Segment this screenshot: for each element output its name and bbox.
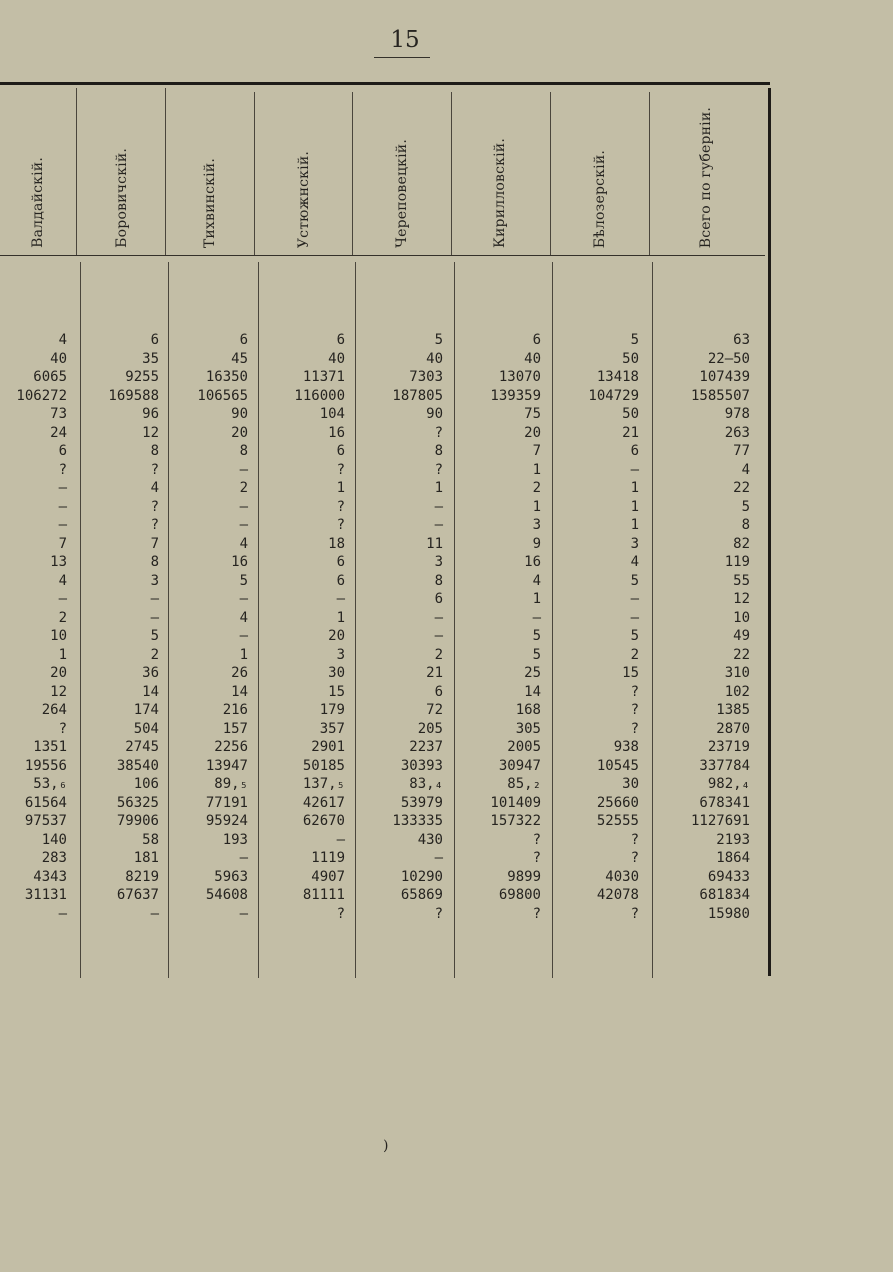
header-separator (76, 88, 77, 255)
table-cell: 1585507 (690, 387, 750, 404)
table-cell: 90 (231, 406, 248, 422)
table-cell: 5 (630, 572, 639, 589)
table-cell: — (434, 609, 443, 626)
table-cell: 50 (622, 350, 639, 367)
table-cell: 12 (50, 683, 67, 700)
table-top-rule (0, 82, 770, 85)
table-cell: 4 (58, 572, 67, 589)
table-cell: 14 (142, 683, 159, 700)
table-cell: 65869 (400, 887, 443, 903)
table-cell: 982,₄ (707, 776, 750, 792)
table-cell: 263 (724, 424, 750, 441)
table-cell: 179 (319, 702, 345, 718)
table-cell: — (630, 609, 639, 626)
table-cell: — (336, 831, 345, 848)
table-cell: 106272 (16, 387, 67, 404)
table-cell: — (58, 517, 67, 533)
table-cell: 4343 (33, 868, 67, 885)
table-cell: 140 (41, 831, 67, 848)
table-cell: 97537 (24, 813, 67, 829)
table-cell: — (434, 517, 443, 533)
table-cell: 133335 (392, 813, 443, 829)
table-cell: — (434, 628, 443, 644)
table-cell: 2 (434, 646, 443, 663)
table-cell: 137,₅ (302, 776, 345, 792)
header-separator (451, 92, 452, 255)
table-cell: 8 (150, 443, 159, 459)
table-cell: 13 (50, 554, 67, 570)
table-cell: ? (630, 720, 639, 737)
table-cell: 3 (150, 572, 159, 589)
table-cell: 35 (142, 350, 159, 367)
table-cell: 30 (622, 776, 639, 792)
table-cell: 1351 (33, 739, 67, 755)
stray-mark: ) (383, 1138, 389, 1154)
table-cell: 7303 (409, 369, 443, 385)
table-cell: 3 (630, 535, 639, 552)
table-cell: — (150, 609, 159, 626)
table-cell: 181 (133, 850, 159, 866)
table-cell: 16 (231, 554, 248, 570)
table-cell: 67637 (116, 887, 159, 903)
table-cell: 5 (630, 628, 639, 644)
table-cell: 5 (532, 646, 541, 663)
table-cell: 10290 (400, 868, 443, 885)
table-cell: 56325 (116, 794, 159, 811)
table-cell: 5 (239, 572, 248, 589)
table-cell: 1 (532, 461, 541, 478)
table-cell: 102 (724, 683, 750, 700)
table-cell: 5 (741, 498, 750, 515)
column-header: Кирилловскій. (492, 137, 508, 248)
table-cell: 6 (532, 332, 541, 348)
table-cell: 5 (150, 628, 159, 644)
table-cell: — (434, 850, 443, 866)
table-cell: 3 (434, 554, 443, 570)
header-separator (254, 92, 255, 255)
table-cell: 8 (434, 572, 443, 589)
table-cell: 42617 (302, 794, 345, 811)
table-cell: 2 (630, 646, 639, 663)
table-cell: 205 (417, 720, 443, 737)
table-cell: 5963 (214, 868, 248, 885)
table-cell: ? (434, 905, 443, 922)
column-header: Череповецкій. (394, 139, 410, 248)
table-cell: 305 (515, 720, 541, 737)
header-separator (649, 92, 650, 255)
table-cell: 40 (50, 350, 67, 367)
header-separator (165, 88, 166, 255)
table-cell: 8 (741, 517, 750, 533)
table-cell: ? (630, 850, 639, 866)
table-cell: 54608 (205, 887, 248, 903)
table-cell: 45 (231, 350, 248, 367)
table-cell: 139359 (490, 387, 541, 404)
table-cell: 11371 (302, 369, 345, 385)
table-cell: — (532, 609, 541, 626)
table-cell: 14 (231, 683, 248, 700)
table-cell: 2 (58, 609, 67, 626)
table-cell: 8219 (125, 868, 159, 885)
table-cell: 6 (434, 683, 443, 700)
table-cell: 89,₅ (214, 776, 248, 792)
table-cell: 193 (222, 831, 248, 848)
table-cell: ? (336, 498, 345, 515)
table-cell: 106565 (197, 387, 248, 404)
table-cell: — (239, 850, 248, 866)
table-cell: — (150, 591, 159, 607)
table-cell: 938 (613, 739, 639, 755)
table-cell: 1 (434, 480, 443, 496)
table-cell: 1 (630, 498, 639, 515)
table-cell: 101409 (490, 794, 541, 811)
table-cell: 6 (336, 443, 345, 459)
table-cell: 678341 (699, 794, 750, 811)
table-cell: 337784 (699, 757, 750, 774)
table-cell: 1 (532, 498, 541, 515)
table-cell: 1 (630, 480, 639, 496)
table-cell: 6 (434, 591, 443, 607)
table-cell: 2237 (409, 739, 443, 755)
table-cell: 50 (622, 406, 639, 422)
table-cell: 72 (426, 702, 443, 718)
table-cell: 19556 (24, 757, 67, 774)
table-cell: ? (630, 702, 639, 718)
table-cell: 95924 (205, 813, 248, 829)
table-cell: 504 (133, 720, 159, 737)
table-cell: 1 (336, 480, 345, 496)
table-cell: 13418 (596, 369, 639, 385)
table-cell: 53,₆ (33, 776, 67, 792)
table-cell: 6 (336, 572, 345, 589)
table-cell: ? (532, 905, 541, 922)
column-header: Всего по губерніи. (698, 106, 714, 248)
table-cell: 681834 (699, 887, 750, 903)
table-cell: 12 (142, 424, 159, 441)
table-cell: 2256 (214, 739, 248, 755)
table-cell: 8 (150, 554, 159, 570)
table-cell: ? (58, 720, 67, 737)
table-cell: 69433 (707, 868, 750, 885)
table-cell: 22—50 (707, 350, 750, 367)
table-cell: 36 (142, 665, 159, 681)
table-cell: 13947 (205, 757, 248, 774)
table-cell: 40 (426, 350, 443, 367)
table-cell: 8 (239, 443, 248, 459)
table-cell: ? (532, 831, 541, 848)
header-separator (352, 92, 353, 255)
table-cell: 106 (133, 776, 159, 792)
table-right-border (768, 88, 771, 976)
table-cell: 3 (336, 646, 345, 663)
table-cell: 6 (630, 443, 639, 459)
table-cell: 73 (50, 406, 67, 422)
table-cell: ? (630, 831, 639, 848)
table-cell: 21 (426, 665, 443, 681)
table-cell: 2 (239, 480, 248, 496)
table-cell: 30 (328, 665, 345, 681)
table-cell: 18 (328, 535, 345, 552)
table-cell: 9255 (125, 369, 159, 385)
table-cell: 5 (630, 332, 639, 348)
column-separator (258, 262, 259, 978)
table-cell: — (239, 905, 248, 922)
table-cell: 77191 (205, 794, 248, 811)
table-cell: — (58, 905, 67, 922)
table-cell: 85,₂ (507, 776, 541, 792)
table-cell: 169588 (108, 387, 159, 404)
table-cell: ? (630, 905, 639, 922)
column-separator (652, 262, 653, 978)
table-cell: 53979 (400, 794, 443, 811)
table-cell: — (630, 461, 639, 478)
table-cell: 7 (532, 443, 541, 459)
table-cell: 77 (733, 443, 750, 459)
table-cell: 5 (532, 628, 541, 644)
column-header: Тихвинскій. (202, 157, 218, 248)
table-cell: 1119 (311, 850, 345, 866)
table-cell: 16 (328, 424, 345, 441)
table-cell: 168 (515, 702, 541, 718)
table-cell: 6 (336, 554, 345, 570)
table-cell: 20 (328, 628, 345, 644)
table-cell: 6 (239, 332, 248, 348)
table-cell: 15980 (707, 905, 750, 922)
table-cell: — (58, 591, 67, 607)
table-cell: — (239, 628, 248, 644)
table-cell: 40 (524, 350, 541, 367)
table-cell: 119 (724, 554, 750, 570)
table-cell: 2870 (716, 720, 750, 737)
table-cell: 96 (142, 406, 159, 422)
table-cell: 9899 (507, 868, 541, 885)
table-cell: 11 (426, 535, 443, 552)
table-cell: ? (336, 461, 345, 478)
table-cell: 25660 (596, 794, 639, 811)
table-cell: 50185 (302, 757, 345, 774)
table-cell: 1 (239, 646, 248, 663)
table-cell: 13070 (498, 369, 541, 385)
table-cell: 2 (532, 480, 541, 496)
table-cell: 104 (319, 406, 345, 422)
table-cell: — (630, 591, 639, 607)
table-cell: 61564 (24, 794, 67, 811)
table-cell: ? (630, 683, 639, 700)
table-cell: 157 (222, 720, 248, 737)
table-cell: — (58, 498, 67, 515)
column-header: Боровичскій. (114, 148, 130, 248)
column-header: Бѣлозерскій. (592, 149, 608, 248)
table-cell: — (239, 517, 248, 533)
table-cell: 264 (41, 702, 67, 718)
table-cell: 3 (532, 517, 541, 533)
column-separator (168, 262, 169, 978)
table-cell: 6 (58, 443, 67, 459)
table-cell: 430 (417, 831, 443, 848)
table-cell: 90 (426, 406, 443, 422)
table-cell: 82 (733, 535, 750, 552)
table-cell: 15 (328, 683, 345, 700)
table-cell: 23719 (707, 739, 750, 755)
table-cell: 25 (524, 665, 541, 681)
table-cell: 40 (328, 350, 345, 367)
table-cell: 978 (724, 406, 750, 422)
header-separator (550, 92, 551, 255)
table-cell: 52555 (596, 813, 639, 829)
table-cell: 10 (733, 609, 750, 626)
table-cell: — (239, 591, 248, 607)
table-cell: 4 (239, 609, 248, 626)
table-cell: 16350 (205, 369, 248, 385)
table-cell: 21 (622, 424, 639, 441)
table-cell: ? (336, 905, 345, 922)
table-cell: 7 (150, 535, 159, 552)
table-cell: 55 (733, 572, 750, 589)
table-cell: 4 (532, 572, 541, 589)
column-header: Валдайскій. (30, 157, 46, 248)
table-cell: 104729 (588, 387, 639, 404)
table-cell: 6065 (33, 369, 67, 385)
table-cell: 310 (724, 665, 750, 681)
table-cell: 38540 (116, 757, 159, 774)
table-cell: — (434, 498, 443, 515)
table-cell: — (336, 591, 345, 607)
table-cell: 2901 (311, 739, 345, 755)
table-cell: 31131 (24, 887, 67, 903)
table-cell: 20 (231, 424, 248, 441)
table-cell: 30947 (498, 757, 541, 774)
table-cell: 15 (622, 665, 639, 681)
table-cell: 20 (50, 665, 67, 681)
table-cell: 4 (741, 461, 750, 478)
table-cell: 157322 (490, 813, 541, 829)
column-header: Устюжнскій. (296, 150, 312, 248)
table-cell: 2745 (125, 739, 159, 755)
table-cell: 69800 (498, 887, 541, 903)
table-cell: ? (58, 461, 67, 478)
table-cell: 2 (150, 646, 159, 663)
table-cell: 2005 (507, 739, 541, 755)
table-cell: 30393 (400, 757, 443, 774)
column-separator (80, 262, 81, 978)
table-cell: ? (150, 461, 159, 478)
table-cell: 75 (524, 406, 541, 422)
table-cell: 4030 (605, 868, 639, 885)
table-cell: 2193 (716, 831, 750, 848)
table-cell: 42078 (596, 887, 639, 903)
table-cell: — (239, 498, 248, 515)
table-cell: 1385 (716, 702, 750, 718)
table-cell: 116000 (294, 387, 345, 404)
table-cell: 79906 (116, 813, 159, 829)
table-cell: 4907 (311, 868, 345, 885)
table-cell: 49 (733, 628, 750, 644)
table-cell: 216 (222, 702, 248, 718)
table-cell: 8 (434, 443, 443, 459)
table-cell: 63 (733, 332, 750, 348)
table-cell: 1 (58, 646, 67, 663)
table-cell: 81111 (302, 887, 345, 903)
table-cell: 62670 (302, 813, 345, 829)
table-cell: 22 (733, 646, 750, 663)
table-cell: 10 (50, 628, 67, 644)
table-cell: 24 (50, 424, 67, 441)
table-cell: 6 (150, 332, 159, 348)
table-cell: 4 (58, 332, 67, 348)
table-cell: — (58, 480, 67, 496)
table-cell: ? (150, 498, 159, 515)
table-cell: 1 (630, 517, 639, 533)
table-cell: 1127691 (690, 813, 750, 829)
table-cell: 1 (532, 591, 541, 607)
table-cell: ? (434, 424, 443, 441)
table-cell: ? (434, 461, 443, 478)
table-cell: 4 (150, 480, 159, 496)
table-cell: ? (336, 517, 345, 533)
table-cell: — (239, 461, 248, 478)
table-cell: 20 (524, 424, 541, 441)
table-cell: 10545 (596, 757, 639, 774)
table-cell: ? (532, 850, 541, 866)
table-cell: 283 (41, 850, 67, 866)
table-cell: 1864 (716, 850, 750, 866)
table-cell: — (150, 905, 159, 922)
table-cell: ? (150, 517, 159, 533)
table-cell: 5 (434, 332, 443, 348)
table-cell: 4 (239, 535, 248, 552)
table-cell: 26 (231, 665, 248, 681)
table-cell: 58 (142, 831, 159, 848)
table-cell: 357 (319, 720, 345, 737)
page-number-underline (374, 57, 430, 58)
table-cell: 12 (733, 591, 750, 607)
table-cell: 187805 (392, 387, 443, 404)
table-cell: 22 (733, 480, 750, 496)
page-number: 15 (390, 27, 420, 53)
table-cell: 1 (336, 609, 345, 626)
table-cell: 83,₄ (409, 776, 443, 792)
table-cell: 16 (524, 554, 541, 570)
table-cell: 6 (336, 332, 345, 348)
table-header-rule (0, 255, 765, 256)
table-cell: 107439 (699, 369, 750, 385)
table-cell: 14 (524, 683, 541, 700)
table-cell: 9 (532, 535, 541, 552)
table-cell: 174 (133, 702, 159, 718)
table-cell: 7 (58, 535, 67, 552)
table-cell: 4 (630, 554, 639, 570)
